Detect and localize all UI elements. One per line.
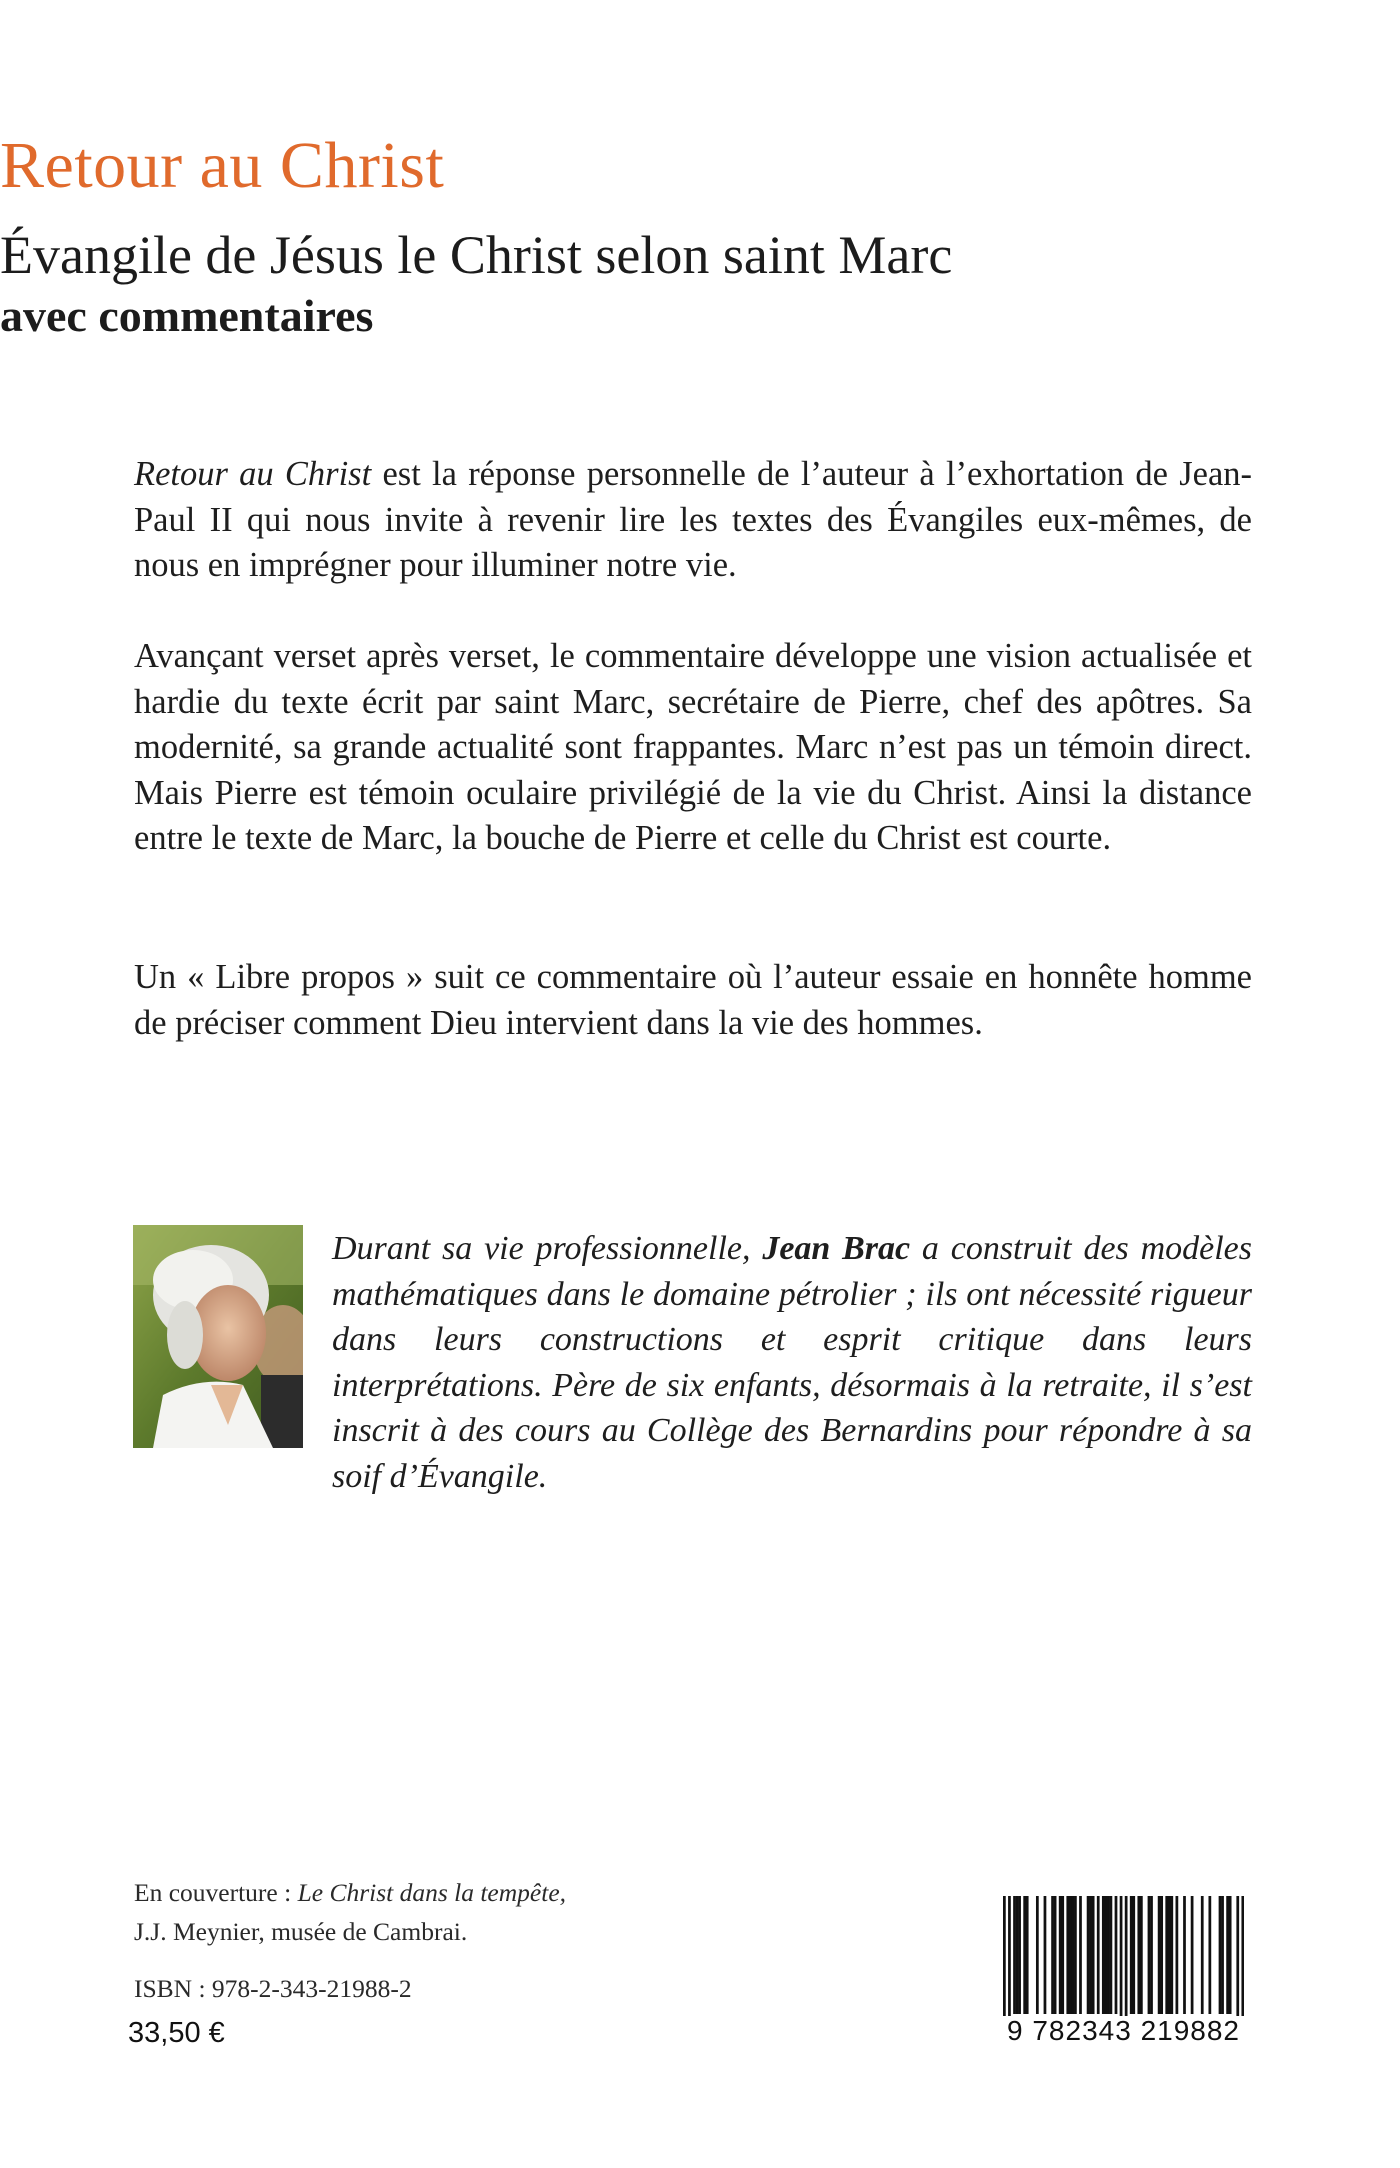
description-paragraph-3: Un « Libre propos » suit ce commentaire où l’auteur essaie en honnête homme de préciser comment Dieu intervient dans la vie des hommes. <box>134 958 1252 1042</box>
barcode-bar <box>1023 1896 1026 2014</box>
barcode-bar <box>1074 1896 1077 2014</box>
barcode-bar <box>1150 1896 1153 2014</box>
barcode-bar <box>1008 1896 1011 2024</box>
barcode-bar <box>1102 1896 1105 2014</box>
author-photo <box>133 1225 303 1448</box>
barcode-bar <box>1168 1896 1171 2014</box>
barcode-bar <box>1226 1896 1229 2014</box>
barcode-bar <box>1026 1896 1029 2014</box>
barcode-digits: 9 782343 219882 <box>1003 2016 1244 2046</box>
author-name: Jean Brac <box>762 1230 911 1267</box>
barcode-bar <box>1018 1896 1021 2014</box>
barcode-bar <box>1092 1896 1095 2014</box>
barcode-bar <box>1170 1896 1173 2014</box>
barcode-bar <box>1061 1896 1064 2014</box>
barcode-bar <box>1221 1896 1224 2014</box>
barcode-bar <box>1054 1896 1057 2014</box>
barcode-bar <box>1236 1896 1239 2024</box>
barcode-bar <box>1104 1896 1107 2014</box>
barcode-bar <box>1183 1896 1186 2014</box>
cover-credits <box>134 1873 834 1951</box>
barcode-bar <box>1191 1896 1194 2014</box>
description-paragraph-1-text: est la réponse personnelle de l’auteur à l’exhortation de Jean-Paul II qui nous invite à revenir lire les textes des Évangiles eux-mêmes, de nous en imprégner pour illuminer notre vie. <box>134 455 1252 584</box>
barcode-bar <box>1140 1896 1143 2014</box>
description-paragraph-1 <box>134 452 1252 589</box>
book-subtitle: Évangile de Jésus le Christ selon saint Marc <box>0 225 953 285</box>
cover-credit-source: J.J. Meynier, musée de Cambrai. <box>134 1917 468 1946</box>
barcode-bar <box>1120 1896 1123 2024</box>
barcode-bars <box>1003 1896 1244 2024</box>
author-bio-intro: Durant sa vie professionnelle, <box>332 1230 763 1267</box>
barcode-bar <box>1115 1896 1118 2014</box>
barcode-bar <box>1219 1896 1222 2014</box>
isbn: ISBN : 978-2-343-21988-2 <box>134 1974 412 2003</box>
cover-credit-label: En couverture : <box>134 1878 298 1907</box>
author-bio <box>332 1226 1252 1499</box>
barcode-bar <box>1044 1896 1047 2014</box>
barcode-bar <box>1130 1896 1133 2014</box>
description-title-italic: Retour au Christ <box>134 455 372 493</box>
barcode-bar <box>1241 1896 1244 2024</box>
book-subtitle-line2: avec commentaires <box>0 290 374 341</box>
barcode-bar <box>1069 1896 1072 2014</box>
cover-credit-line-1 <box>134 1873 834 1912</box>
barcode-bar <box>1066 1896 1069 2014</box>
barcode-bar <box>1158 1896 1161 2014</box>
book-title: Retour au Christ <box>0 129 445 202</box>
barcode-bar <box>1132 1896 1135 2014</box>
barcode-bar <box>1071 1896 1074 2014</box>
barcode-bar <box>1059 1896 1062 2014</box>
barcode-bar <box>1148 1896 1151 2014</box>
barcode-bar <box>1051 1896 1054 2014</box>
barcode-bar <box>1036 1896 1039 2014</box>
barcode-bar <box>1165 1896 1168 2014</box>
barcode-bar <box>1229 1896 1232 2014</box>
barcode-bar <box>1089 1896 1092 2014</box>
barcode-bar <box>1125 1896 1128 2024</box>
barcode-bar <box>1208 1896 1211 2014</box>
description-paragraph-2: Avançant verset après verset, le commentaire développe une vision actualisée et hardie du texte écrit par saint Marc, secrétaire de Pierre, chef des apôtres. Sa modernité, sa grande actualité sont frappantes. Marc n’est pas un témoin direct. Mais Pierre est témoin oculaire privilégié de la vie du Christ. Ainsi la distance entre le texte de Marc, la bouche de Pierre et celle du Christ est courte. <box>134 637 1252 857</box>
author-bio-text: a construit des modèles mathématiques dans le domaine pétrolier ; ils ont nécessité rigueur dans leurs constructions et esprit critique dans leurs interprétations. Père de six enfants, désormais à la retraite, il s’est inscrit à des cours au Collège des Bernardins pour répondre à sa soif d’Évangile. <box>332 1230 1252 1495</box>
barcode-bar <box>1137 1896 1140 2014</box>
barcode-bar <box>1003 1896 1006 2024</box>
barcode-bar <box>1176 1896 1179 2014</box>
barcode-bar <box>1201 1896 1204 2014</box>
barcode-bar <box>1110 1896 1113 2014</box>
author-portrait-image <box>133 1225 303 1448</box>
barcode-bar <box>1160 1896 1163 2014</box>
barcode-bar <box>1016 1896 1019 2014</box>
cover-credit-work: Le Christ dans la tempête, <box>297 1878 567 1907</box>
barcode <box>1003 1896 1244 2044</box>
barcode-bar <box>1107 1896 1110 2014</box>
barcode-bar <box>1097 1896 1100 2014</box>
barcode-bar <box>1079 1896 1082 2014</box>
barcode-bar <box>1013 1896 1016 2014</box>
price: 33,50 € <box>128 2017 225 2049</box>
barcode-bar <box>1087 1896 1090 2014</box>
